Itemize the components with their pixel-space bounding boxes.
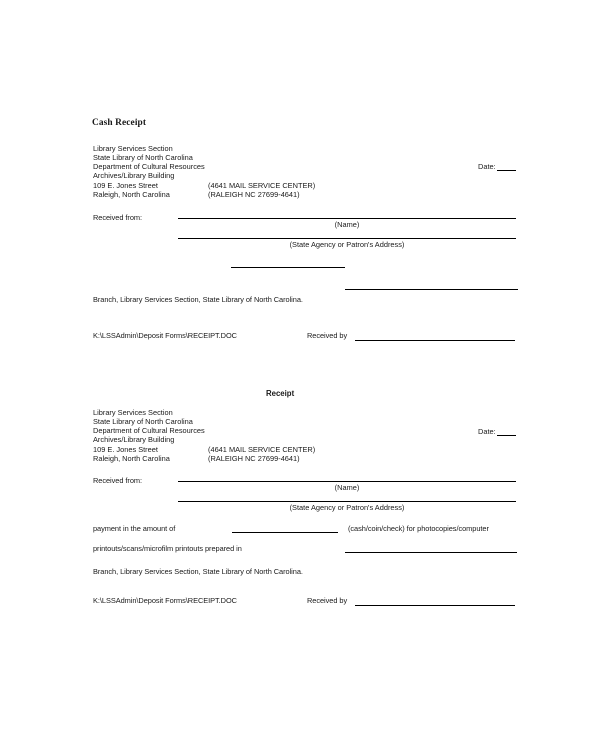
mail-service-center-line: (4641 MAIL SERVICE CENTER) xyxy=(208,181,316,190)
org-line-1: Library Services Section xyxy=(93,144,173,153)
mail-zip-line: (RALEIGH NC 27699-4641) xyxy=(208,190,300,199)
received-from-label-copy: Received from: xyxy=(93,476,142,485)
name-caption-copy: (Name) xyxy=(334,483,360,492)
file-path-label-copy: K:\LSSAdmin\Deposit Forms\RECEIPT.DOC xyxy=(93,596,237,605)
date-label-copy: Date: xyxy=(478,427,496,436)
received-by-label-copy: Received by xyxy=(307,596,348,605)
patron-address-blank-copy[interactable] xyxy=(178,501,516,502)
mail-zip-line-copy: (RALEIGH NC 27699-4641) xyxy=(208,454,300,463)
city-state-line: Raleigh, North Carolina xyxy=(93,190,170,199)
received-by-label: Received by xyxy=(307,331,348,340)
org-line-2: State Library of North Carolina xyxy=(93,153,193,162)
amount-short-blank[interactable] xyxy=(231,267,345,268)
street-address-line: 109 E. Jones Street xyxy=(93,181,158,190)
city-state-line-copy: Raleigh, North Carolina xyxy=(93,454,170,463)
org-line-4-copy: Archives/Library Building xyxy=(93,435,175,444)
date-label: Date: xyxy=(478,162,496,171)
org-line-4: Archives/Library Building xyxy=(93,171,175,180)
received-by-blank-copy[interactable] xyxy=(355,605,515,606)
branch-line: Branch, Library Services Section, State Library of North Carolina. xyxy=(93,295,303,304)
cash-receipt-title: Cash Receipt xyxy=(92,118,147,128)
file-path-label: K:\LSSAdmin\Deposit Forms\RECEIPT.DOC xyxy=(93,331,237,340)
date-blank-copy[interactable] xyxy=(497,435,516,436)
patron-address-caption: (State Agency or Patron's Address) xyxy=(289,240,405,249)
org-line-1-copy: Library Services Section xyxy=(93,408,173,417)
org-line-2-copy: State Library of North Carolina xyxy=(93,417,193,426)
mail-service-center-line-copy: (4641 MAIL SERVICE CENTER) xyxy=(208,445,316,454)
prepared-in-blank[interactable] xyxy=(345,289,518,290)
received-from-blank[interactable] xyxy=(178,218,516,219)
payment-amount-blank[interactable] xyxy=(232,532,338,533)
date-blank[interactable] xyxy=(497,170,516,171)
received-from-label: Received from: xyxy=(93,213,142,222)
payment-amount-label: payment in the amount of xyxy=(93,524,176,533)
branch-line-copy: Branch, Library Services Section, State Library of North Carolina. xyxy=(93,567,303,576)
payment-method-text: (cash/coin/check) for photocopies/computer xyxy=(348,524,489,533)
received-by-blank[interactable] xyxy=(355,340,515,341)
patron-address-caption-copy: (State Agency or Patron's Address) xyxy=(289,503,405,512)
prepared-in-blank-copy[interactable] xyxy=(345,552,517,553)
received-from-blank-copy[interactable] xyxy=(178,481,516,482)
patron-address-blank[interactable] xyxy=(178,238,516,239)
name-caption: (Name) xyxy=(334,220,360,229)
payment-continued-text: printouts/scans/microfilm printouts prepared in xyxy=(93,544,242,553)
street-address-line-copy: 109 E. Jones Street xyxy=(93,445,158,454)
receipt-title: Receipt xyxy=(266,389,295,398)
org-line-3-copy: Department of Cultural Resources xyxy=(93,426,205,435)
org-line-3: Department of Cultural Resources xyxy=(93,162,205,171)
